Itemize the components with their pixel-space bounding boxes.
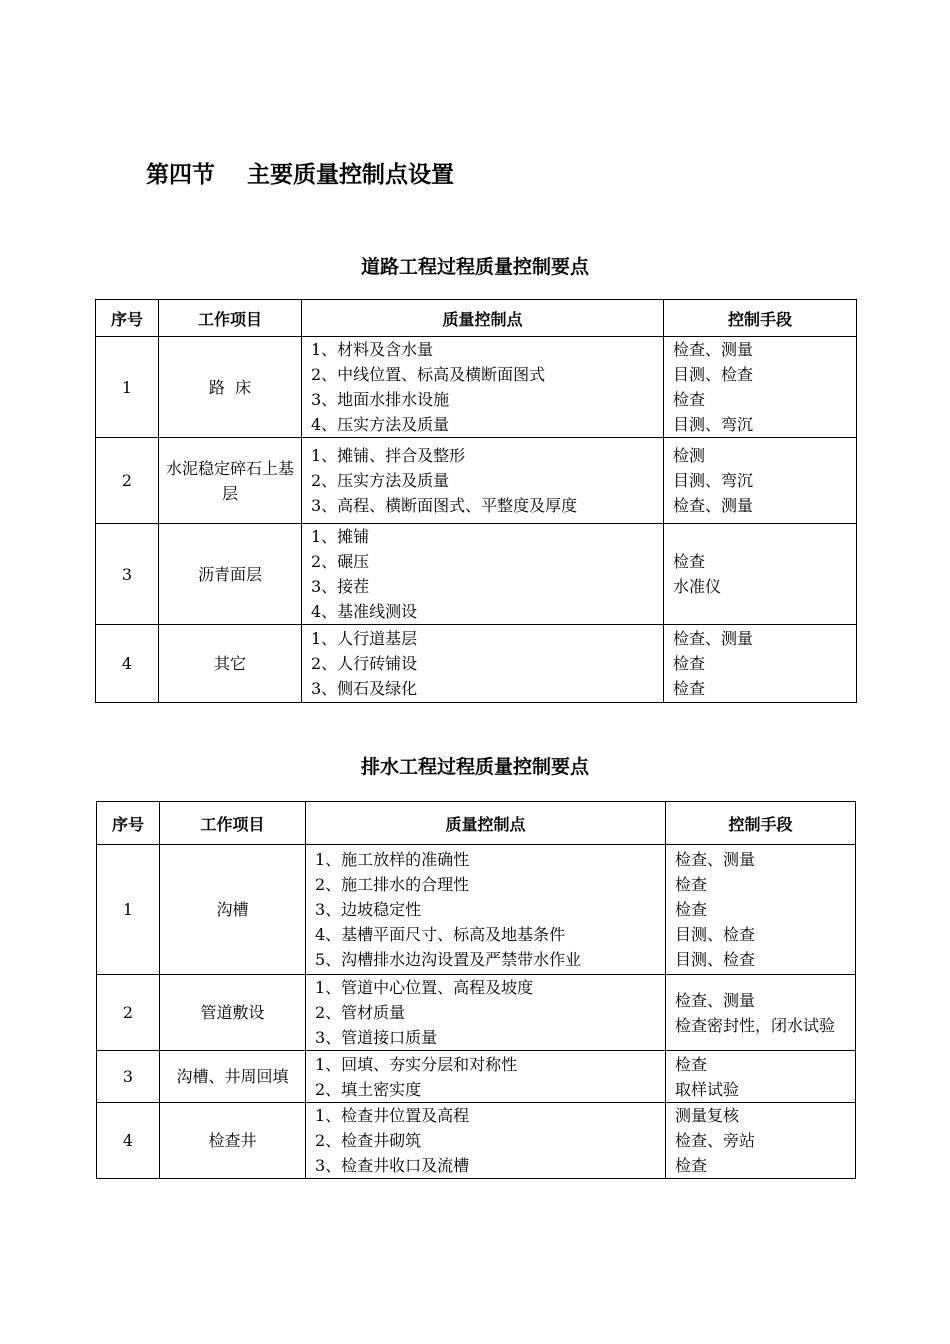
table-row	[96, 438, 857, 524]
control-means-line: 检查、旁站	[675, 1131, 756, 1150]
control-means-line: 检查、测量	[675, 990, 756, 1010]
header-no: 序号	[97, 802, 160, 845]
table-header-row	[96, 300, 857, 337]
control-means-line: 检测	[673, 446, 706, 465]
header-item: 工作项目	[160, 802, 306, 845]
table-title-road: 道路工程过程质量控制要点	[360, 256, 589, 278]
control-means	[666, 1051, 856, 1103]
quality-point-line: 3、侧石及绿化	[311, 679, 418, 698]
control-means-line: 检查	[673, 390, 706, 409]
control-means-line: 检查、测量	[673, 629, 754, 648]
quality-point-line: 1、检查井位置及高程	[315, 1106, 470, 1125]
row-number: 2	[97, 975, 160, 1051]
row-number: 1	[96, 337, 159, 438]
quality-point-line: 2、施工排水的合理性	[315, 875, 470, 894]
control-means	[666, 845, 856, 975]
row-number: 3	[97, 1051, 160, 1103]
control-means	[664, 625, 857, 703]
table-header-row	[97, 802, 856, 845]
work-item: 路 床	[159, 337, 302, 438]
control-means-line: 检查	[673, 679, 706, 698]
quality-points	[306, 845, 666, 975]
control-means-line: 检查	[675, 1156, 708, 1175]
quality-point-line: 2、中线位置、标高及横断面图式	[311, 365, 546, 384]
work-item: 沟槽、井周回填	[160, 1051, 306, 1103]
row-number: 1	[97, 845, 160, 975]
table-row	[96, 337, 857, 438]
quality-point-line: 3、接茬	[311, 577, 370, 596]
table-row	[97, 1103, 856, 1179]
quality-point-line: 5、沟槽排水边沟设置及严禁带水作业	[315, 950, 582, 969]
work-item: 管道敷设	[160, 975, 306, 1051]
quality-point-line: 3、高程、横断面图式、平整度及厚度	[311, 496, 578, 515]
control-means-line: 检查密封性，闭水试验	[675, 1015, 836, 1035]
control-means-line: 检查	[675, 900, 708, 919]
quality-points	[306, 1051, 666, 1103]
quality-points	[302, 337, 664, 438]
work-item: 检查井	[160, 1103, 306, 1179]
section-title: 第四节 主要质量控制点设置	[146, 162, 455, 188]
table-row	[96, 625, 857, 703]
control-means	[664, 337, 857, 438]
quality-point-line: 4、基槽平面尺寸、标高及地基条件	[315, 925, 566, 944]
control-means-line: 检查、测量	[675, 850, 756, 869]
header-no: 序号	[96, 300, 159, 337]
work-item: 其它	[159, 625, 302, 703]
control-means-line: 检查	[675, 1054, 708, 1074]
quality-points	[302, 625, 664, 703]
control-means-line: 目测、检查	[675, 925, 756, 944]
quality-point-line: 1、管道中心位置、高程及坡度	[315, 978, 534, 997]
header-item: 工作项目	[159, 300, 302, 337]
row-number: 4	[96, 625, 159, 703]
header-means: 控制手段	[664, 300, 857, 337]
work-item: 沟槽	[160, 845, 306, 975]
control-means-line: 取样试验	[675, 1079, 740, 1099]
header-points: 质量控制点	[302, 300, 664, 337]
quality-point-line: 1、材料及含水量	[311, 340, 434, 359]
road-quality-table	[95, 299, 857, 703]
control-means-line: 检查、测量	[673, 496, 754, 515]
quality-point-line: 2、填土密实度	[315, 1079, 422, 1099]
row-number: 2	[96, 438, 159, 524]
table-row	[97, 1051, 856, 1103]
control-means-line: 目测、检查	[675, 950, 756, 969]
control-means-line: 检查	[673, 654, 706, 673]
quality-point-line: 1、施工放样的准确性	[315, 850, 470, 869]
header-means: 控制手段	[666, 802, 856, 845]
quality-point-line: 3、边坡稳定性	[315, 900, 422, 919]
control-means-line: 目测、检查	[673, 365, 754, 384]
drainage-table-body	[97, 845, 856, 1179]
control-means	[666, 1103, 856, 1179]
quality-point-line: 2、人行砖铺设	[311, 654, 418, 673]
control-means	[664, 524, 857, 625]
table-row	[96, 524, 857, 625]
quality-points	[306, 975, 666, 1051]
quality-point-line: 2、检查井砌筑	[315, 1131, 422, 1150]
row-number: 4	[97, 1103, 160, 1179]
control-means	[666, 975, 856, 1051]
control-means	[664, 438, 857, 524]
quality-point-line: 3、地面水排水设施	[311, 390, 450, 409]
table-row	[97, 845, 856, 975]
quality-point-line: 1、人行道基层	[311, 629, 418, 648]
quality-point-line: 1、摊铺、拌合及整形	[311, 446, 466, 465]
quality-point-line: 2、压实方法及质量	[311, 471, 450, 490]
road-table-body	[96, 337, 857, 703]
control-means-line: 检查、测量	[673, 340, 754, 359]
quality-points	[306, 1103, 666, 1179]
control-means-line: 测量复核	[675, 1106, 740, 1125]
quality-points	[302, 524, 664, 625]
quality-point-line: 4、压实方法及质量	[311, 415, 450, 434]
table-title-drainage: 排水工程过程质量控制要点	[360, 756, 589, 778]
work-item: 水泥稳定碎石上基层	[159, 438, 302, 524]
table-row	[97, 975, 856, 1051]
control-means-line: 水准仪	[673, 577, 722, 596]
quality-point-line: 2、管材质量	[315, 1003, 406, 1022]
control-means-line: 目测、弯沉	[673, 415, 754, 434]
quality-point-line: 4、基准线测设	[311, 602, 418, 621]
header-points: 质量控制点	[306, 802, 666, 845]
quality-point-line: 1、摊铺	[311, 527, 370, 546]
quality-point-line: 3、管道接口质量	[315, 1028, 438, 1047]
control-means-line: 目测、弯沉	[673, 471, 754, 490]
quality-points	[302, 438, 664, 524]
quality-point-line: 3、检查井收口及流槽	[315, 1156, 470, 1175]
quality-point-line: 1、回填、夯实分层和对称性	[315, 1054, 518, 1074]
control-means-line: 检查	[673, 552, 706, 571]
work-item: 沥青面层	[159, 524, 302, 625]
row-number: 3	[96, 524, 159, 625]
quality-point-line: 2、碾压	[311, 552, 370, 571]
drainage-quality-table	[96, 801, 856, 1179]
control-means-line: 检查	[675, 875, 708, 894]
